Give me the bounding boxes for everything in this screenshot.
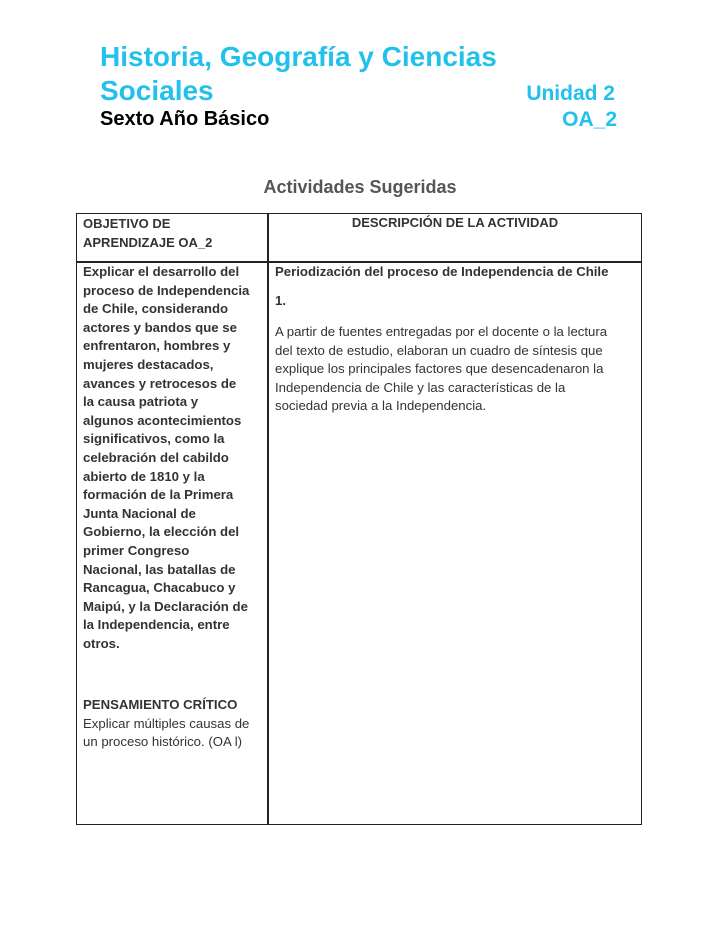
column-divider (267, 213, 269, 825)
text-line: celebración del cabildo (83, 449, 229, 465)
text-line: Gobierno, la elección del (83, 524, 240, 540)
activity-number: 1. (275, 293, 286, 308)
subject-title-line: Historia, Geografía y Ciencias (100, 41, 497, 72)
text-line: formación de la Primera (83, 487, 234, 503)
text-line: actores y bandos que se (83, 319, 237, 335)
objective-code: OA_2 (562, 108, 617, 131)
text-line: sociedad previa a la Independencia. (275, 398, 487, 414)
text-line: Rancagua, Chacabuco y (83, 580, 236, 596)
text-line: de Chile, considerando (83, 301, 229, 317)
text-line: Explicar múltiples causas de (83, 715, 250, 731)
text-line: Nacional, las batallas de (83, 561, 236, 577)
text-line: Maipú, y la Declaración de (83, 598, 248, 614)
text-line: avances y retrocesos de (83, 375, 237, 391)
text-line: abierto de 1810 y la (83, 468, 205, 484)
text-line: proceso de Independencia (83, 282, 250, 298)
text-line: del texto de estudio, elaboran un cuadro de síntesis que (275, 342, 603, 358)
skill-title: PENSAMIENTO CRÍTICO (83, 697, 238, 712)
text-line: la Independencia, entre (83, 617, 230, 633)
text-line: Independencia de Chile y las características de la (275, 379, 566, 395)
text-line: algunos acontecimientos (83, 412, 242, 428)
text-line: enfrentaron, hombres y (83, 338, 231, 354)
text-line: otros. (83, 635, 120, 651)
text-line: explique los principales factores que desencadenaron la (275, 361, 604, 377)
text-line: OBJETIVO DE (83, 216, 171, 231)
activity-description (275, 323, 607, 416)
activity-title: Periodización del proceso de Independencia de Chile (275, 264, 609, 279)
text-line: un proceso histórico. (OA l) (83, 734, 243, 750)
text-line: significativos, como la (83, 431, 225, 447)
text-line: A partir de fuentes entregadas por el docente o la lectura (275, 324, 608, 339)
text-line: la causa patriota y (83, 394, 199, 410)
subject-title-line: Sociales (100, 75, 214, 106)
skill-text (83, 715, 249, 752)
objective-text (83, 263, 249, 653)
text-line: primer Congreso (83, 542, 190, 558)
skill-block (83, 696, 249, 752)
unit-label: Unidad 2 (526, 82, 615, 105)
subject-title (100, 40, 497, 108)
text-line: mujeres destacados, (83, 356, 214, 372)
text-line: APRENDIZAJE OA_2 (83, 234, 213, 250)
objective-column-header (83, 215, 212, 252)
grade-label: Sexto Año Básico (100, 108, 270, 130)
description-column-header: DESCRIPCIÓN DE LA ACTIVIDAD (351, 215, 559, 230)
section-title: Actividades Sugeridas (263, 177, 457, 197)
text-line: Explicar el desarrollo del (83, 264, 240, 279)
text-line: Junta Nacional de (83, 505, 196, 521)
